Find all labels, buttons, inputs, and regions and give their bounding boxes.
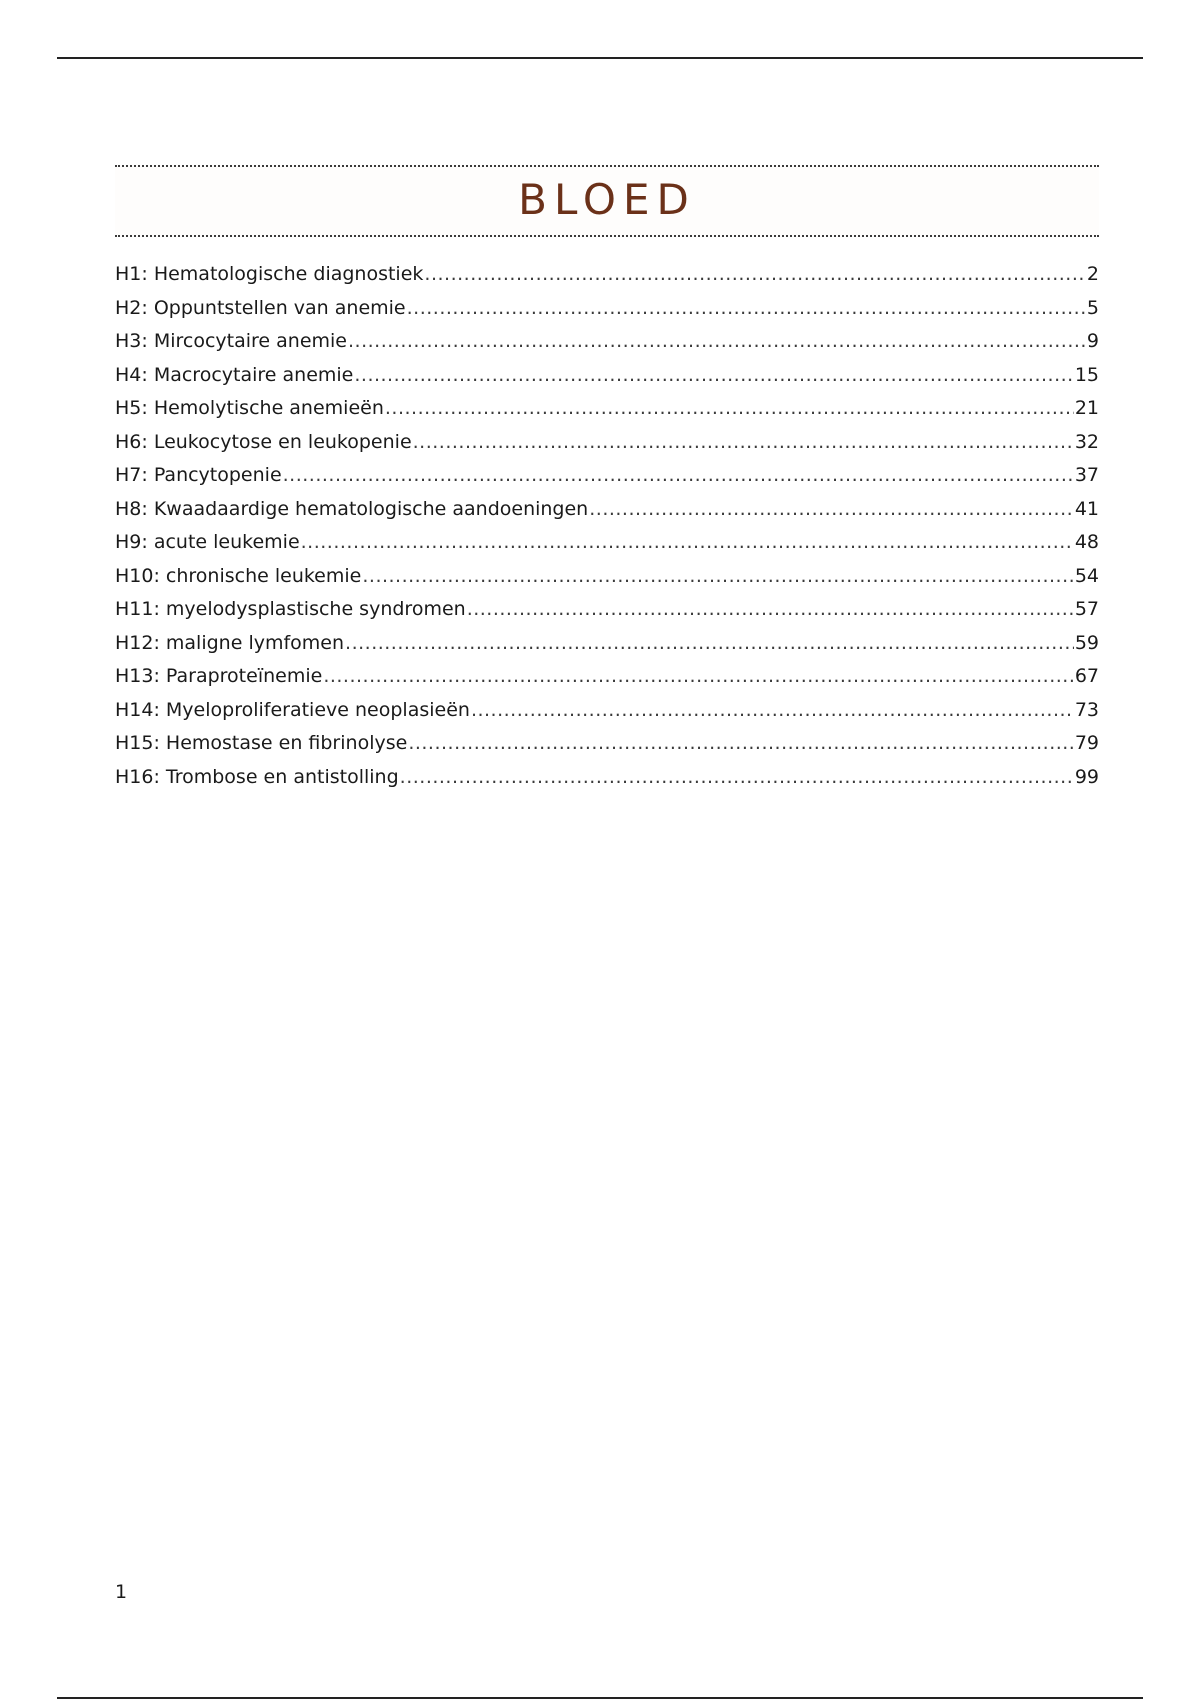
toc-entry-page: 5 bbox=[1086, 296, 1099, 319]
toc-entry-page: 48 bbox=[1074, 531, 1099, 553]
toc-entry-label: H1: Hematologische diagnostiek bbox=[115, 263, 424, 285]
toc-dot-leader bbox=[283, 459, 1074, 493]
toc-entry[interactable] bbox=[115, 526, 1099, 560]
toc-dot-leader bbox=[354, 359, 1073, 393]
toc-entry-page: 15 bbox=[1074, 363, 1099, 386]
toc-entry[interactable] bbox=[115, 459, 1099, 493]
toc-entry-page: 57 bbox=[1074, 598, 1099, 620]
toc-entry-label: H7: Pancytopenie bbox=[115, 464, 282, 486]
toc-entry[interactable] bbox=[115, 392, 1099, 426]
toc-dot-leader bbox=[413, 426, 1074, 460]
toc-entry-page: 21 bbox=[1074, 397, 1099, 419]
toc-entry[interactable] bbox=[115, 560, 1099, 594]
toc-entry-label: H15: Hemostase en fibrinolyse bbox=[115, 732, 408, 754]
toc-entry-page: 59 bbox=[1074, 631, 1099, 654]
toc-entry-page: 99 bbox=[1074, 765, 1099, 788]
toc-entry-page: 67 bbox=[1074, 665, 1099, 687]
toc-entry-label: H5: Hemolytische anemieën bbox=[115, 397, 384, 419]
toc-entry-page: 2 bbox=[1086, 263, 1099, 285]
toc-entry-label: H16: Trombose en antistolling bbox=[115, 765, 399, 788]
toc-entry-page: 37 bbox=[1074, 464, 1099, 486]
bottom-page-rule bbox=[57, 1697, 1143, 1699]
toc-dot-leader bbox=[471, 694, 1074, 728]
title-block bbox=[115, 165, 1099, 237]
toc-entry[interactable] bbox=[115, 292, 1099, 326]
toc-entry-page: 54 bbox=[1074, 564, 1099, 587]
toc-entry-label: H13: Paraproteïnemie bbox=[115, 665, 323, 687]
toc-entry-label: H8: Kwaadaardige hematologische aandoeningen bbox=[115, 497, 589, 520]
toc-entry-label: H3: Mircocytaire anemie bbox=[115, 330, 347, 352]
toc-entry-label: H4: Macrocytaire anemie bbox=[115, 363, 354, 386]
toc-dot-leader bbox=[345, 627, 1074, 661]
document-title: BLOED bbox=[518, 175, 696, 224]
toc-entry-label: H6: Leukocytose en leukopenie bbox=[115, 430, 412, 453]
toc-entry-page: 41 bbox=[1074, 497, 1099, 520]
toc-dot-leader bbox=[362, 560, 1073, 594]
toc-entry-label: H14: Myeloproliferatieve neoplasieën bbox=[115, 698, 470, 721]
toc-entry-label: H11: myelodysplastische syndromen bbox=[115, 598, 466, 620]
toc-dot-leader bbox=[301, 526, 1074, 560]
table-of-contents bbox=[115, 258, 1099, 794]
toc-entry[interactable] bbox=[115, 694, 1099, 728]
toc-dot-leader bbox=[385, 392, 1074, 426]
toc-entry-label: H10: chronische leukemie bbox=[115, 564, 362, 587]
page-number: 1 bbox=[115, 1581, 128, 1603]
toc-entry-label: H12: maligne lymfomen bbox=[115, 631, 345, 654]
toc-entry-page: 73 bbox=[1074, 698, 1099, 721]
toc-dot-leader bbox=[424, 258, 1085, 292]
top-page-rule bbox=[57, 57, 1143, 59]
toc-entry-label: H9: acute leukemie bbox=[115, 531, 300, 553]
toc-dot-leader bbox=[407, 292, 1086, 326]
toc-dot-leader bbox=[323, 660, 1074, 694]
toc-dot-leader bbox=[408, 727, 1074, 761]
toc-entry-page: 32 bbox=[1074, 430, 1099, 453]
toc-entry[interactable] bbox=[115, 325, 1099, 359]
toc-entry[interactable] bbox=[115, 359, 1099, 393]
toc-dot-leader bbox=[467, 593, 1074, 627]
toc-entry[interactable] bbox=[115, 493, 1099, 527]
toc-entry[interactable] bbox=[115, 627, 1099, 661]
toc-entry[interactable] bbox=[115, 593, 1099, 627]
toc-entry[interactable] bbox=[115, 727, 1099, 761]
toc-dot-leader bbox=[348, 325, 1086, 359]
toc-entry-label: H2: Oppuntstellen van anemie bbox=[115, 296, 406, 319]
toc-entry-page: 9 bbox=[1086, 330, 1099, 352]
toc-dot-leader bbox=[589, 493, 1074, 527]
toc-entry-page: 79 bbox=[1074, 732, 1099, 754]
toc-entry[interactable] bbox=[115, 761, 1099, 795]
toc-entry[interactable] bbox=[115, 258, 1099, 292]
toc-entry[interactable] bbox=[115, 426, 1099, 460]
toc-dot-leader bbox=[400, 761, 1074, 795]
toc-entry[interactable] bbox=[115, 660, 1099, 694]
